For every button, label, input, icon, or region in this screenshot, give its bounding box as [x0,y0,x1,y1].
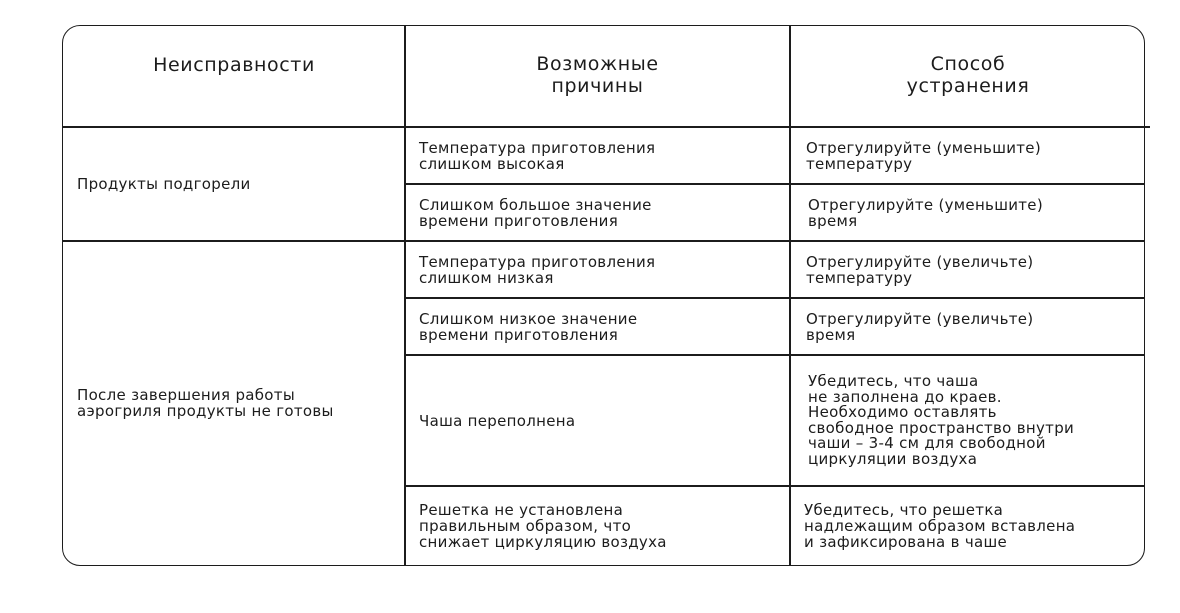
problem-cell: После завершения работы аэрогриля продукты не готовы [77,386,334,420]
problem-cell: Продукты подгорели [77,175,251,193]
cause-cell: Решетка не установлена правильным образом, что снижает циркуляцию воздуха [419,500,667,551]
solution-cell: Убедитесь, что решетка надлежащим образом вставлена и зафиксирована в чаше [804,500,1076,551]
cause-cell: Слишком большое значение времени приготовления [419,195,652,230]
cause-cell: Чаша переполнена [419,411,576,430]
solution-cell: Отрегулируйте (увеличьте) время [806,309,1034,344]
solution-cell: Отрегулируйте (уменьшите) время [808,195,1043,230]
header-solutions: Способ устранения [906,52,1030,97]
cause-cell: Температура приготовления слишком низкая [419,252,656,287]
header-problems: Неисправности [153,53,315,76]
cause-cell: Температура приготовления слишком высокая [419,138,656,173]
solution-cell: Отрегулируйте (уменьшите) температуру [806,138,1041,173]
cause-cell: Слишком низкое значение времени приготовления [419,309,638,344]
solution-cell: Отрегулируйте (увеличьте) температуру [806,252,1034,287]
header-causes: Возможные причины [536,52,659,97]
solution-cell: Убедитесь, что чаша не заполнена до краев. Необходимо оставлять свободное пространство внутри чаши – 3-4 см для свободной циркуляции воздуха [808,372,1075,468]
